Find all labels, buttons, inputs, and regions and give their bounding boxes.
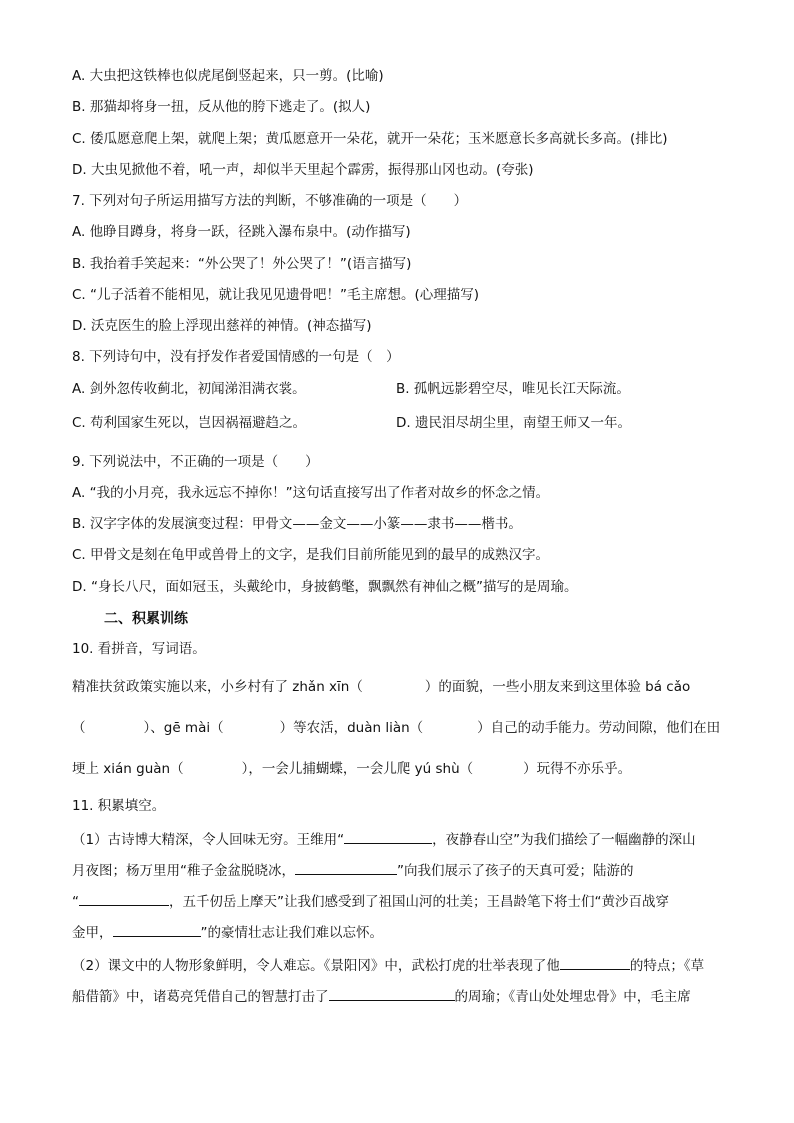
q7-option-d: D. 沃克医生的脸上浮现出慈祥的神情。(神态描写) (72, 318, 372, 334)
q11-text: （2）课文中的人物形象鲜明，令人难忘。《景阳冈》中，武松打虎的壮举表现了他 (72, 958, 560, 974)
q10-text: 精准扶贫政策实施以来，小乡村有了 zhǎn xīn（ (72, 679, 363, 695)
q9-stem: 9. 下列说法中，不正确的一项是（ ） (72, 454, 319, 470)
q6-option-b: B. 那猫却将身一扭，反从他的胯下逃走了。(拟人) (72, 99, 371, 115)
q8-stem: 8. 下列诗句中，没有抒发作者爱国情感的一句是（ ） (72, 349, 400, 365)
q11-text: ”向我们展示了孩子的天真可爱；陆游的 (397, 863, 634, 879)
q7-option-b: B. 我抬着手笑起来：“外公哭了！外公哭了！”(语言描写) (72, 256, 412, 272)
q11-text: 船借箭》中，诸葛亮凭借自己的智慧打击了 (72, 989, 329, 1005)
q10-text: ）的面貌，一些小朋友来到这里体验 bá cǎo (424, 679, 691, 695)
q7-option-c: C. “儿子活着不能相见，就让我见见遗骨吧！”毛主席想。(心理描写) (72, 287, 480, 303)
answer-blank-5[interactable] (560, 955, 630, 970)
q9-option-d: D. “身长八尺，面如冠玉，头戴纶巾，身披鹤氅，飘飘然有神仙之概”描写的是周瑜。 (72, 579, 578, 595)
q11-text: ”的豪情壮志让我们难以忘怀。 (200, 925, 383, 941)
q11-text: ，五千仞岳上摩天”让我们感受到了祖国山河的壮美；王昌龄笔下将士们“黄沙百战穿 (169, 894, 669, 910)
answer-blank-6[interactable] (329, 986, 455, 1001)
q10-text: ）玩得不亦乐乎。 (523, 761, 632, 777)
q7-stem: 7. 下列对句子所运用描写方法的判断，不够准确的一项是（ ） (72, 193, 468, 209)
answer-blank-4[interactable] (113, 922, 201, 937)
q6-option-c: C. 倭瓜愿意爬上架，就爬上架；黄瓜愿意开一朵花，就开一朵花；玉米愿意长多高就长多高。(排比) (72, 131, 668, 147)
q11-text: ，夜静春山空”为我们描绘了一幅幽静的深山 (432, 832, 696, 848)
q11-text: （1）古诗博大精深，令人回味无穷。王维用“ (72, 832, 345, 848)
q11-text: 月夜图；杨万里用“稚子金盆脱晓冰， (72, 863, 295, 879)
q11-text: 金甲， (72, 925, 113, 941)
q8-option-b: B. 孤帆远影碧空尽，唯见长江天际流。 (396, 381, 630, 397)
q10-text: ）等农活，duàn liàn（ (279, 720, 424, 736)
answer-blank-3[interactable] (79, 891, 169, 906)
q11-p1-line-4 (72, 922, 722, 943)
q9-option-a: A. “我的小月亮，我永远忘不掉你！”这句话直接写出了作者对故乡的怀念之情。 (72, 485, 550, 501)
q11-p1-line-1 (72, 829, 722, 850)
q11-p2-line-2 (72, 986, 722, 1007)
section-heading: 二、积累训练 (104, 611, 188, 627)
q10-text: ）、gē mài（ (143, 720, 224, 736)
q10-text: ）自己的动手能力。劳动间隙，他们在田 (477, 720, 721, 736)
q11-text: 的周瑜；《青山处处埋忠骨》中，毛主席 (454, 989, 691, 1005)
q6-option-a: A. 大虫把这铁棒也似虎尾倒竖起来，只一剪。(比喻) (72, 68, 384, 84)
q8-option-d: D. 遗民泪尽胡尘里，南望王师又一年。 (396, 415, 631, 431)
q10-line-3 (72, 759, 722, 779)
q11-p2-line-1 (72, 955, 722, 976)
q10-line-2 (72, 718, 722, 738)
q8-option-c: C. 苟利国家生死以，岂因祸福避趋之。 (72, 415, 307, 431)
q11-p1-line-2 (72, 860, 722, 881)
q10-stem: 10. 看拼音，写词语。 (72, 641, 206, 657)
q11-text: “ (72, 894, 79, 910)
q9-option-c: C. 甲骨文是刻在龟甲或兽骨上的文字，是我们目前所能见到的最早的成熟汉字。 (72, 547, 550, 563)
q11-p1-line-3 (72, 891, 722, 912)
q8-option-a: A. 剑外忽传收蓟北，初闻涕泪满衣裳。 (72, 381, 306, 397)
q10-text: ），一会儿捕蝴蝶，一会儿爬 yú shù（ (241, 761, 474, 777)
q9-option-b: B. 汉字字体的发展演变过程：甲骨文——金文——小篆——隶书——楷书。 (72, 516, 522, 532)
q11-stem: 11. 积累填空。 (72, 798, 166, 814)
q6-option-d: D. 大虫见掀他不着，吼一声，却似半天里起个霹雳，振得那山冈也动。(夸张) (72, 162, 534, 178)
q10-text: （ (72, 720, 86, 736)
answer-blank-1[interactable] (344, 829, 432, 844)
q7-option-a: A. 他睁目蹲身，将身一跃，径跳入瀑布泉中。(动作描写) (72, 224, 411, 240)
q10-text: 埂上 xián guàn（ (72, 761, 184, 777)
q10-line-1 (72, 677, 722, 697)
answer-blank-2[interactable] (295, 860, 397, 875)
q11-text: 的特点；《草 (629, 958, 705, 974)
